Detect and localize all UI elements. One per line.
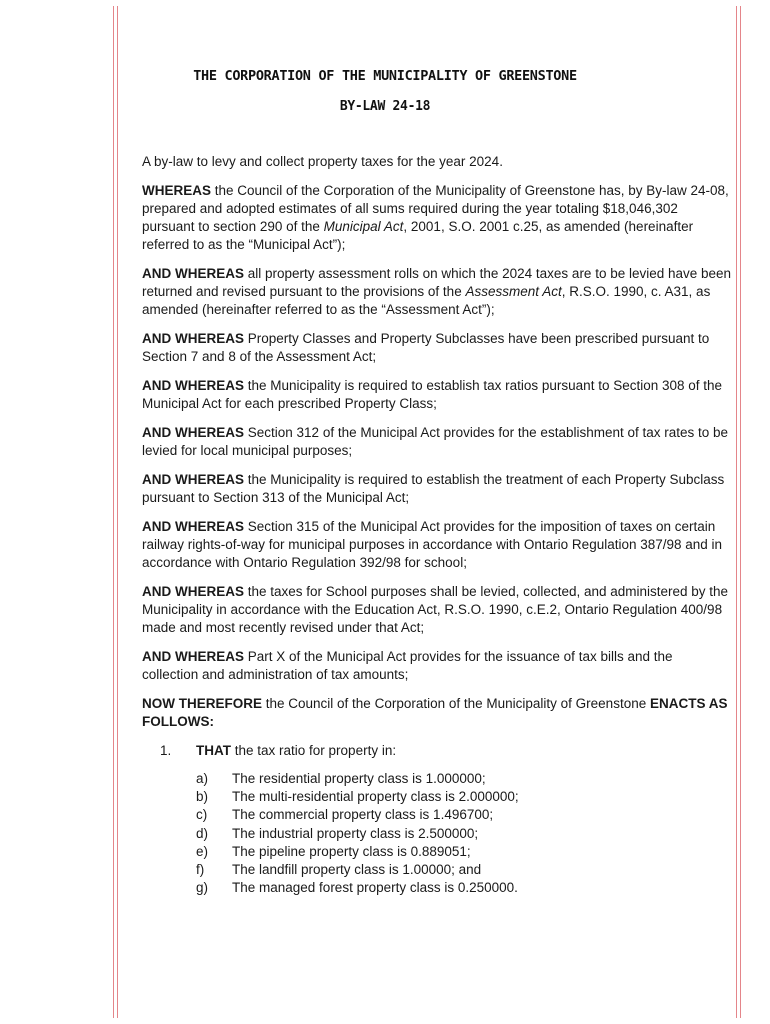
list-item	[142, 806, 732, 824]
recital-2: AND WHEREAS all property assessment rolls on which the 2024 taxes are to be levied have been returned and revised pursuant to the provisions of the Assessment Act, R.S.O. 1990, c. A31, as amended (hereinafter referred to as the “Assessment Act”);	[142, 266, 732, 318]
margin-line-left-inner	[117, 6, 118, 1018]
recital-lead: AND WHEREAS	[142, 471, 245, 487]
list-item	[142, 825, 732, 843]
item-text: The commercial property class is 1.496700;	[232, 807, 494, 823]
list-item	[142, 770, 732, 788]
recital-1: WHEREAS the Council of the Corporation of the Municipality of Greenstone has, by By-law 24-08, prepared and adopted estimates of all sums required during the year totaling $18,046,302 pursuant to section 290 of the Municipal Act, 2001, S.O. 2001 c.25, as amended (hereinafter referred to as the “Municipal Act”);	[142, 182, 729, 253]
list-item	[142, 861, 732, 879]
recital-4: AND WHEREAS the Municipality is required to establish tax ratios pursuant to Section 308 of the Municipal Act for each prescribed Property Class;	[142, 378, 723, 412]
document-body	[142, 153, 732, 897]
recital-9: AND WHEREAS Part X of the Municipal Act provides for the issuance of tax bills and the collection and administration of tax amounts;	[142, 648, 673, 683]
item-text: The pipeline property class is 0.889051;	[232, 843, 471, 859]
item-letter: d)	[196, 825, 209, 841]
document-title: THE CORPORATION OF THE MUNICIPALITY OF GREENSTONE	[193, 68, 577, 84]
clause-number: 1.	[160, 742, 172, 758]
recital-lead: AND WHEREAS	[142, 648, 245, 664]
recital-lead: AND WHEREAS	[142, 424, 245, 440]
item-text: The managed forest property class is 0.250000.	[232, 880, 518, 896]
recital-lead: AND WHEREAS	[142, 518, 245, 534]
item-text: The landfill property class is 1.00000; and	[232, 862, 482, 877]
list-item	[142, 843, 732, 861]
item-letter: a)	[196, 770, 209, 786]
clause-text: THAT the tax ratio for property in:	[196, 742, 397, 758]
list-item	[142, 788, 732, 806]
item-letter: f)	[196, 862, 205, 877]
recital-lead: AND WHEREAS	[142, 583, 245, 599]
item-text: The industrial property class is 2.500000;	[232, 825, 479, 841]
item-letter: b)	[196, 789, 209, 805]
item-letter: c)	[196, 807, 208, 823]
bylaw-number: BY-LAW 24-18	[339, 99, 431, 114]
intro-paragraph: A by-law to levy and collect property taxes for the year 2024.	[142, 154, 503, 169]
item-letter: e)	[196, 843, 209, 859]
item-letter: g)	[196, 880, 209, 896]
recital-lead: AND WHEREAS	[142, 266, 245, 282]
item-text: The residential property class is 1.000000;	[232, 770, 486, 786]
recital-3: AND WHEREAS Property Classes and Property Subclasses have been prescribed pursuant to Section 7 and 8 of the Assessment Act;	[142, 331, 710, 365]
recital-6: AND WHEREAS the Municipality is required to establish the treatment of each Property Subclass pursuant to Section 313 of the Municipal Act;	[142, 471, 725, 506]
recital-8: AND WHEREAS the taxes for School purposes shall be levied, collected, and administered by the Municipality in accordance with the Education Act, R.S.O. 1990, c.E.2, Ontario Regulation 400/98 made and most recently revised under that Act;	[142, 583, 729, 636]
clause-1	[142, 742, 732, 760]
recital-5: AND WHEREAS Section 312 of the Municipal Act provides for the establishment of tax rates to be levied for local municipal purposes;	[142, 424, 729, 459]
enacts-as-follows: ENACTS AS FOLLOWS:	[142, 695, 728, 730]
list-item	[142, 879, 732, 897]
margin-line-left-outer	[113, 6, 114, 1018]
margin-line-right-inner	[736, 6, 737, 1018]
recital-7: AND WHEREAS Section 315 of the Municipal Act provides for the imposition of taxes on certain railway rights-of-way for municipal purposes in accordance with Ontario Regulation 387/98 and in accordance with Ontario Regulation 392/98 for school;	[142, 518, 723, 571]
margin-line-right-outer	[740, 6, 741, 1018]
tax-ratio-list	[142, 770, 732, 897]
recital-lead: AND WHEREAS	[142, 378, 245, 394]
enactment-lead: NOW THEREFORE	[142, 695, 262, 711]
recital-lead: WHEREAS	[142, 182, 212, 198]
item-text: The multi-residential property class is 2.000000;	[232, 789, 519, 805]
recital-lead: AND WHEREAS	[142, 331, 245, 347]
enactment-clause: NOW THEREFORE the Council of the Corporation of the Municipality of Greenstone ENACTS AS FOLLOWS:	[142, 695, 728, 730]
